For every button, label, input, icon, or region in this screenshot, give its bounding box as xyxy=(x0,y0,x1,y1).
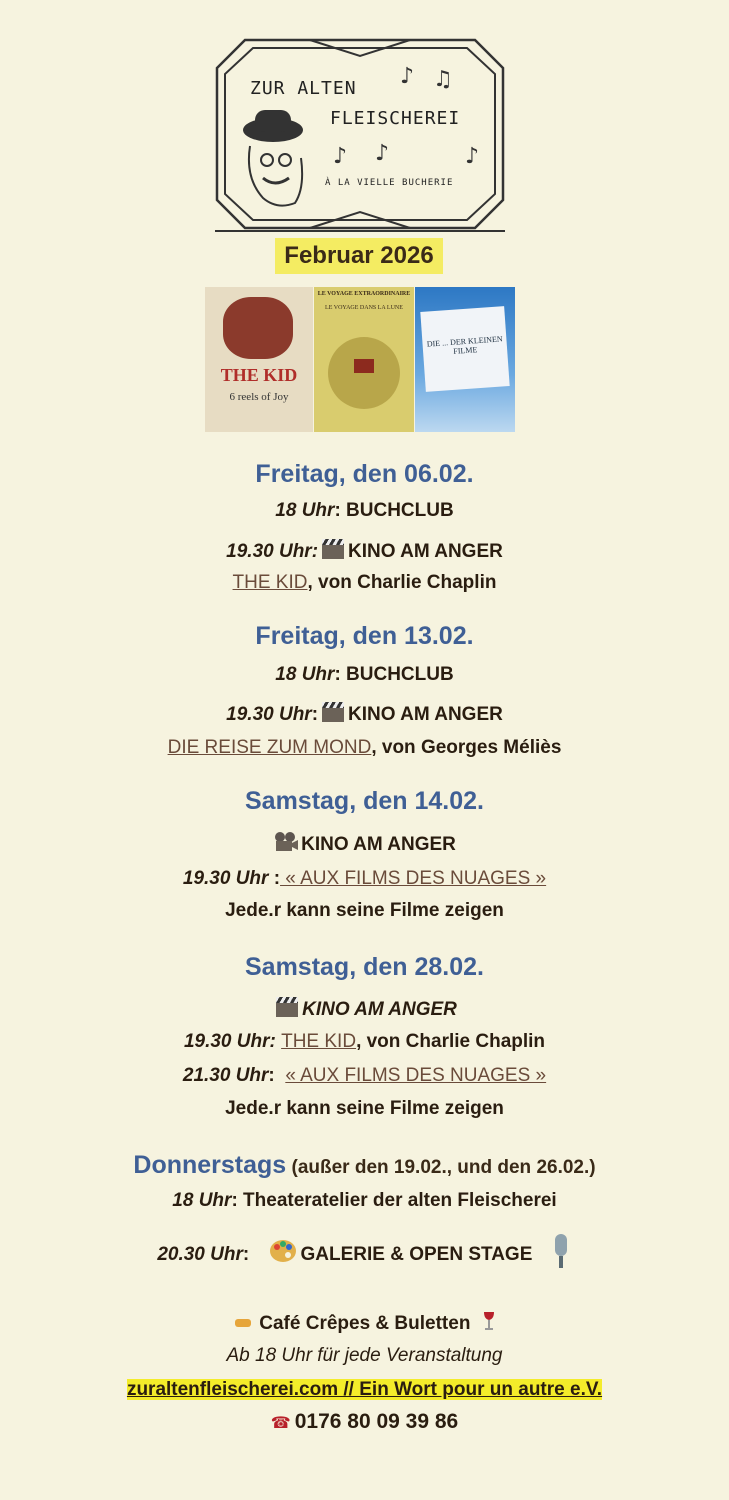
event3-row2 xyxy=(0,868,729,890)
event5-heading xyxy=(0,1151,729,1180)
poster-title: DIE ... DER KLEINEN FILME xyxy=(426,334,503,356)
event1-row3 xyxy=(0,572,729,594)
month-banner: Februar 2026 xyxy=(275,238,443,274)
event3-time1: 19.30 Uhr xyxy=(182,868,269,889)
event4-note: Jede.r kann seine Filme zeigen xyxy=(225,1098,504,1119)
event4-time2: 21.30 Uhr xyxy=(182,1065,269,1086)
svg-text:♪: ♪ xyxy=(333,144,348,169)
moon-image xyxy=(328,337,400,409)
event1-row2 xyxy=(0,539,729,563)
svg-text:♪: ♪ xyxy=(465,144,480,169)
logo-divider xyxy=(215,230,505,232)
poster-kleine-filme xyxy=(415,287,515,432)
event5-time2: 20.30 Uhr xyxy=(157,1244,243,1265)
event4-time1: 19.30 Uhr: xyxy=(183,1031,276,1052)
event3-note: Jede.r kann seine Filme zeigen xyxy=(225,900,504,921)
event2-row2 xyxy=(0,702,729,726)
footer-cafe-row xyxy=(0,1311,729,1335)
film-link-aux-films-des-nuages-2[interactable]: « AUX FILMS DES NUAGES » xyxy=(285,1065,547,1086)
event5-exceptions: (außer den 19.02., und den 26.02.) xyxy=(286,1157,596,1178)
logo-line2: FLEISCHEREI xyxy=(330,108,461,129)
event4-row1 xyxy=(0,997,729,1021)
event5-day: Donnerstags xyxy=(133,1151,287,1179)
svg-text:♪: ♪ xyxy=(375,141,390,166)
poster-title: LE VOYAGE DANS LA LUNE xyxy=(325,305,403,311)
event4-row2 xyxy=(0,1031,729,1053)
logo-line1: ZUR ALTEN xyxy=(250,78,357,99)
wine-glass-icon xyxy=(482,1311,496,1331)
event1-time2: 19.30 Uhr: xyxy=(226,541,319,562)
palette-icon xyxy=(268,1236,298,1266)
microphone-icon xyxy=(550,1234,572,1270)
footer-web-row xyxy=(0,1379,729,1401)
logo-frame xyxy=(215,38,505,230)
event2-row3 xyxy=(0,737,729,759)
film-link-the-kid-2[interactable]: THE KID xyxy=(281,1031,357,1052)
event5-sep: : xyxy=(242,1244,250,1265)
phone-number[interactable]: 0176 80 09 39 86 xyxy=(294,1410,459,1433)
poster-figure xyxy=(223,297,293,359)
event5-time1: 18 Uhr xyxy=(172,1190,232,1211)
film-link-reise-zum-mond[interactable]: DIE REISE ZUM MOND xyxy=(167,737,372,758)
event5-title2: GALERIE & OPEN STAGE xyxy=(300,1244,533,1265)
event2-director: , von Georges Méliès xyxy=(371,737,562,758)
event1-day: Freitag, den 06.02. xyxy=(255,460,474,488)
event4-director: , von Charlie Chaplin xyxy=(356,1031,546,1052)
footer-cafe: Café Crêpes & Buletten xyxy=(259,1313,471,1334)
event3-sep: : xyxy=(268,868,281,889)
crepe-icon xyxy=(233,1313,253,1331)
poster-subtitle: 6 reels of Joy xyxy=(229,391,289,403)
rocket-image xyxy=(354,359,374,373)
event2-time1: 18 Uhr xyxy=(275,664,335,685)
clapperboard-icon xyxy=(276,997,298,1017)
event1-time1: 18 Uhr xyxy=(275,500,335,521)
event2-title2: KINO AM ANGER xyxy=(348,704,503,725)
footer-phone-row xyxy=(0,1410,729,1434)
event2-title1: : BUCHCLUB xyxy=(334,664,454,685)
svg-text:♪: ♪ xyxy=(400,64,415,89)
event5-row2 xyxy=(0,1234,729,1270)
film-link-aux-films-des-nuages[interactable]: « AUX FILMS DES NUAGES » xyxy=(280,868,547,889)
event2-sep: : xyxy=(311,704,319,725)
event3-title: KINO AM ANGER xyxy=(301,834,456,855)
clapperboard-icon xyxy=(322,702,344,722)
poster-subtitle: LE VOYAGE EXTRAORDINAIRE xyxy=(317,291,411,297)
event1-row1 xyxy=(0,500,729,522)
svg-text:♫: ♫ xyxy=(433,67,453,92)
phone-icon: ☎ xyxy=(270,1415,291,1432)
event4-row3 xyxy=(0,1065,729,1087)
film-link-the-kid[interactable]: THE KID xyxy=(232,572,308,593)
logo-line3: À LA VIELLE BUCHERIE xyxy=(325,178,454,188)
poster-title: THE KID xyxy=(220,365,298,385)
film-projector-icon xyxy=(273,831,299,853)
event2-time2: 19.30 Uhr xyxy=(226,704,312,725)
event3-row1 xyxy=(0,831,729,856)
event1-director: , von Charlie Chaplin xyxy=(307,572,497,593)
event5-row1 xyxy=(0,1190,729,1212)
event3-day: Samstag, den 14.02. xyxy=(244,787,484,815)
poster-voyage-lune xyxy=(314,287,414,432)
event1-title1: : BUCHCLUB xyxy=(334,500,454,521)
event4-title: KINO AM ANGER xyxy=(302,999,457,1020)
event4-day: Samstag, den 28.02. xyxy=(244,953,484,981)
event2-day: Freitag, den 13.02. xyxy=(255,622,474,650)
clapperboard-icon xyxy=(322,539,344,559)
event4-sep: : xyxy=(268,1065,275,1086)
event1-title2: KINO AM ANGER xyxy=(348,541,503,562)
website-link[interactable]: zuraltenfleischerei.com // Ein Wort pour un autre e.V. xyxy=(126,1379,603,1400)
footer-note: Ab 18 Uhr für jede Veranstaltung xyxy=(226,1345,503,1366)
poster-the-kid xyxy=(205,287,313,432)
event5-title1: : Theateratelier der alten Fleischerei xyxy=(231,1190,557,1211)
event2-row1 xyxy=(0,664,729,686)
